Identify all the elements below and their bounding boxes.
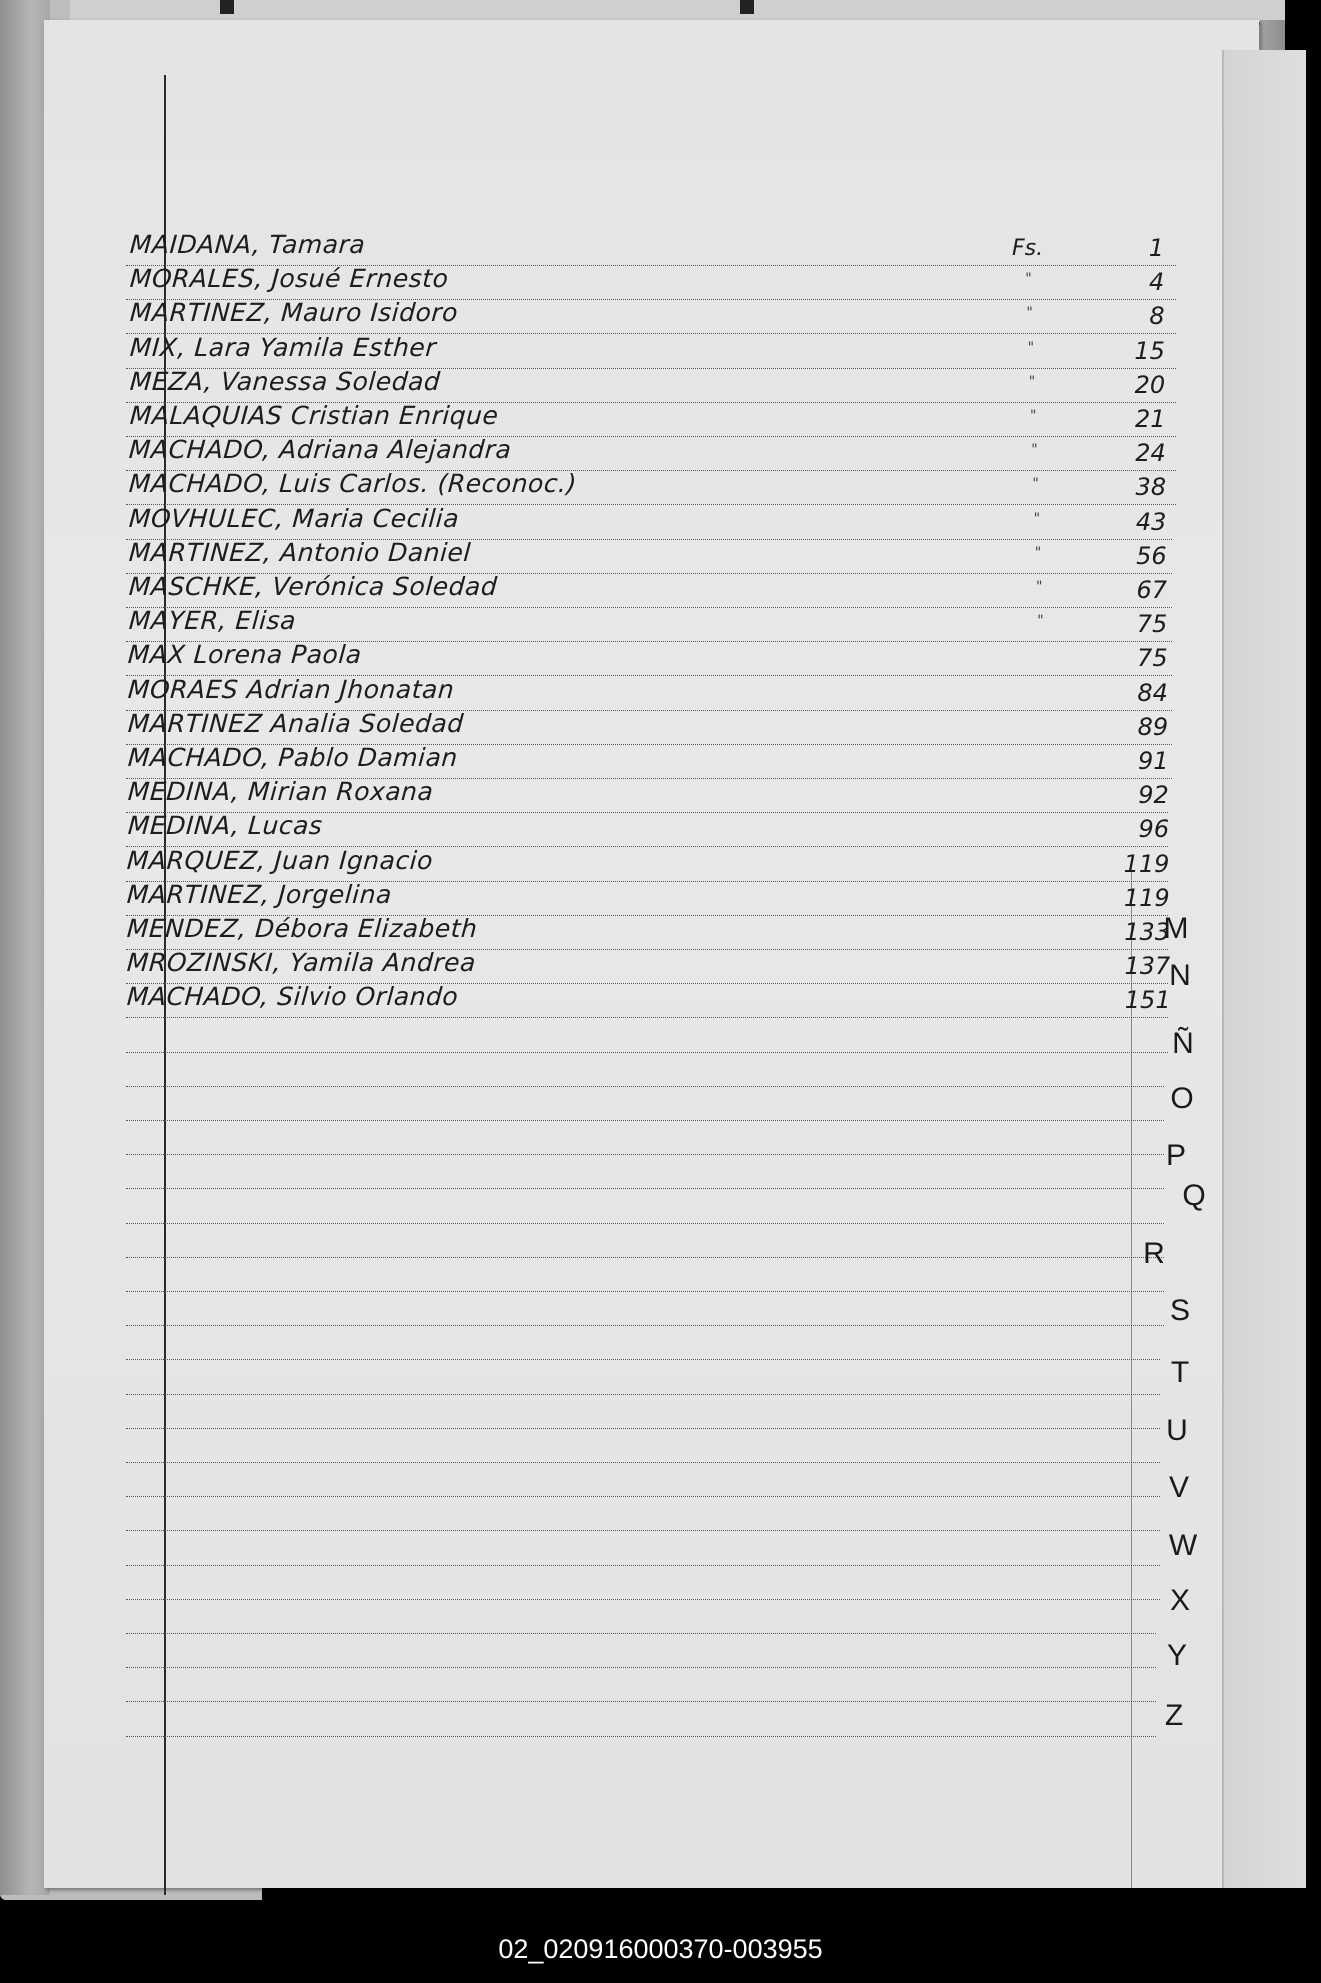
ruled-line bbox=[126, 1017, 1168, 1018]
entry-name: MARTINEZ, Antonio Daniel bbox=[127, 537, 472, 567]
entry-folio: 15 bbox=[1134, 336, 1165, 365]
index-letter: X bbox=[1169, 1584, 1190, 1617]
index-letter: Z bbox=[1164, 1699, 1184, 1732]
entry-name: MALAQUIAS Cristian Enrique bbox=[128, 401, 500, 430]
index-letter: Y bbox=[1166, 1639, 1187, 1672]
index-letter: Ñ bbox=[1172, 1027, 1194, 1060]
ditto-mark: " bbox=[1030, 408, 1037, 424]
entry-folio: 84 bbox=[1137, 678, 1168, 707]
entry-name: MARQUEZ, Juan Ignacio bbox=[125, 845, 435, 875]
ditto-mark: " bbox=[1026, 305, 1033, 322]
ruled-line bbox=[126, 1359, 1160, 1360]
index-letter: V bbox=[1168, 1471, 1189, 1504]
entry-name: MACHADO, Luis Carlos. (Reconoc.) bbox=[127, 469, 578, 499]
entry-folio: 75 bbox=[1137, 644, 1168, 673]
entry-folio: 67 bbox=[1136, 576, 1167, 604]
entry-folio: 119 bbox=[1123, 849, 1170, 878]
ditto-mark: " bbox=[1033, 510, 1041, 527]
ruled-line bbox=[126, 1291, 1164, 1292]
ruled-line bbox=[126, 1394, 1160, 1395]
ruled-line bbox=[126, 1120, 1164, 1121]
entry-folio: 1 bbox=[1148, 234, 1164, 262]
index-letter: P bbox=[1165, 1139, 1186, 1172]
ruled-line bbox=[126, 1496, 1160, 1497]
folio-header: Fs. bbox=[1012, 236, 1044, 261]
ditto-mark: " bbox=[1037, 613, 1044, 630]
ruled-line bbox=[126, 1462, 1160, 1463]
entry-folio: 43 bbox=[1135, 507, 1167, 536]
ruled-line bbox=[126, 1325, 1164, 1326]
entry-folio: 4 bbox=[1149, 268, 1165, 297]
entry-folio: 133 bbox=[1124, 918, 1170, 946]
index-letter: W bbox=[1168, 1529, 1198, 1562]
folio-column-line bbox=[1131, 870, 1132, 1900]
entry-name: MIX, Lara Yamila Esther bbox=[128, 332, 438, 362]
ditto-mark: " bbox=[1036, 579, 1043, 595]
index-letter: U bbox=[1166, 1414, 1188, 1447]
entry-name: MROZINSKI, Yamila Andrea bbox=[125, 948, 477, 978]
ruled-line bbox=[126, 1257, 1164, 1258]
ruled-line bbox=[126, 1428, 1160, 1429]
index-letter: T bbox=[1170, 1356, 1190, 1389]
ledger-page bbox=[44, 20, 1259, 1888]
alphabet-index-tab bbox=[1222, 50, 1306, 1900]
ruled-line bbox=[126, 1223, 1164, 1224]
entry-name: MARTINEZ, Jorgelina bbox=[125, 879, 393, 909]
ruled-line bbox=[126, 1154, 1164, 1155]
entry-folio: 38 bbox=[1135, 473, 1167, 502]
entry-folio: 75 bbox=[1136, 610, 1168, 639]
ruled-line bbox=[126, 1086, 1164, 1087]
entry-folio: 151 bbox=[1124, 986, 1171, 1015]
entry-folio: 92 bbox=[1138, 781, 1169, 810]
index-letter: M bbox=[1163, 912, 1189, 945]
entry-folio: 89 bbox=[1137, 712, 1169, 741]
ditto-mark: " bbox=[1032, 476, 1039, 493]
entry-folio: 91 bbox=[1137, 747, 1169, 775]
scan-bottom-bar bbox=[262, 1888, 1321, 1930]
edge-notch bbox=[740, 0, 754, 14]
index-letter: R bbox=[1143, 1237, 1165, 1270]
entry-name: MORAES Adrian Jhonatan bbox=[126, 674, 456, 704]
entry-name: MORALES, Josué Ernesto bbox=[128, 264, 450, 294]
ruled-line bbox=[126, 1530, 1160, 1531]
entry-name: MENDEZ, Débora Elizabeth bbox=[125, 914, 479, 943]
ruled-line bbox=[126, 1633, 1156, 1634]
ruled-line bbox=[126, 1667, 1156, 1668]
entry-name: MACHADO, Adriana Alejandra bbox=[127, 435, 513, 465]
entry-name: MACHADO, Pablo Damian bbox=[126, 743, 459, 772]
entry-folio: 96 bbox=[1138, 815, 1170, 844]
edge-notch bbox=[220, 0, 234, 14]
entry-folio: 8 bbox=[1149, 302, 1165, 331]
ruled-line bbox=[126, 1565, 1160, 1566]
ruled-line bbox=[126, 1701, 1156, 1702]
entry-name: MARTINEZ, Mauro Isidoro bbox=[128, 298, 460, 328]
entry-folio: 119 bbox=[1123, 883, 1170, 912]
ditto-mark: " bbox=[1025, 271, 1032, 288]
scan-id-label: 02_020916000370-003955 bbox=[498, 1934, 823, 1964]
index-letter: N bbox=[1169, 959, 1191, 992]
entry-name: MASCHKE, Verónica Soledad bbox=[127, 572, 499, 601]
ditto-mark: " bbox=[1031, 442, 1038, 459]
ruled-line bbox=[126, 1188, 1164, 1189]
entry-name: MAX Lorena Paola bbox=[126, 640, 363, 670]
ruled-line bbox=[126, 1736, 1156, 1737]
index-letter: S bbox=[1169, 1294, 1190, 1327]
index-letter: Q bbox=[1182, 1179, 1206, 1212]
entry-folio: 137 bbox=[1124, 952, 1171, 981]
entry-folio: 21 bbox=[1134, 405, 1166, 433]
entry-name: MEDINA, Mirian Roxana bbox=[126, 777, 435, 807]
entry-folio: 56 bbox=[1136, 541, 1167, 570]
ruled-line bbox=[126, 1599, 1160, 1600]
cover-spine bbox=[0, 0, 50, 1895]
ruled-line bbox=[126, 1052, 1168, 1053]
entry-name: MAIDANA, Tamara bbox=[128, 230, 367, 259]
entry-folio: 24 bbox=[1135, 439, 1166, 468]
ditto-mark: " bbox=[1028, 373, 1036, 390]
index-letter: O bbox=[1170, 1082, 1194, 1115]
entry-name: MACHADO, Silvio Orlando bbox=[125, 982, 460, 1012]
entry-name: MAYER, Elisa bbox=[127, 606, 298, 636]
ditto-mark: " bbox=[1027, 339, 1035, 356]
entry-name: MEZA, Vanessa Soledad bbox=[128, 366, 442, 396]
entry-name: MEDINA, Lucas bbox=[126, 811, 324, 841]
entry-folio: 20 bbox=[1134, 370, 1166, 399]
ditto-mark: " bbox=[1034, 544, 1042, 561]
entry-name: MARTINEZ Analia Soledad bbox=[126, 708, 465, 738]
entry-name: MOVHULEC, Maria Cecilia bbox=[127, 503, 461, 533]
